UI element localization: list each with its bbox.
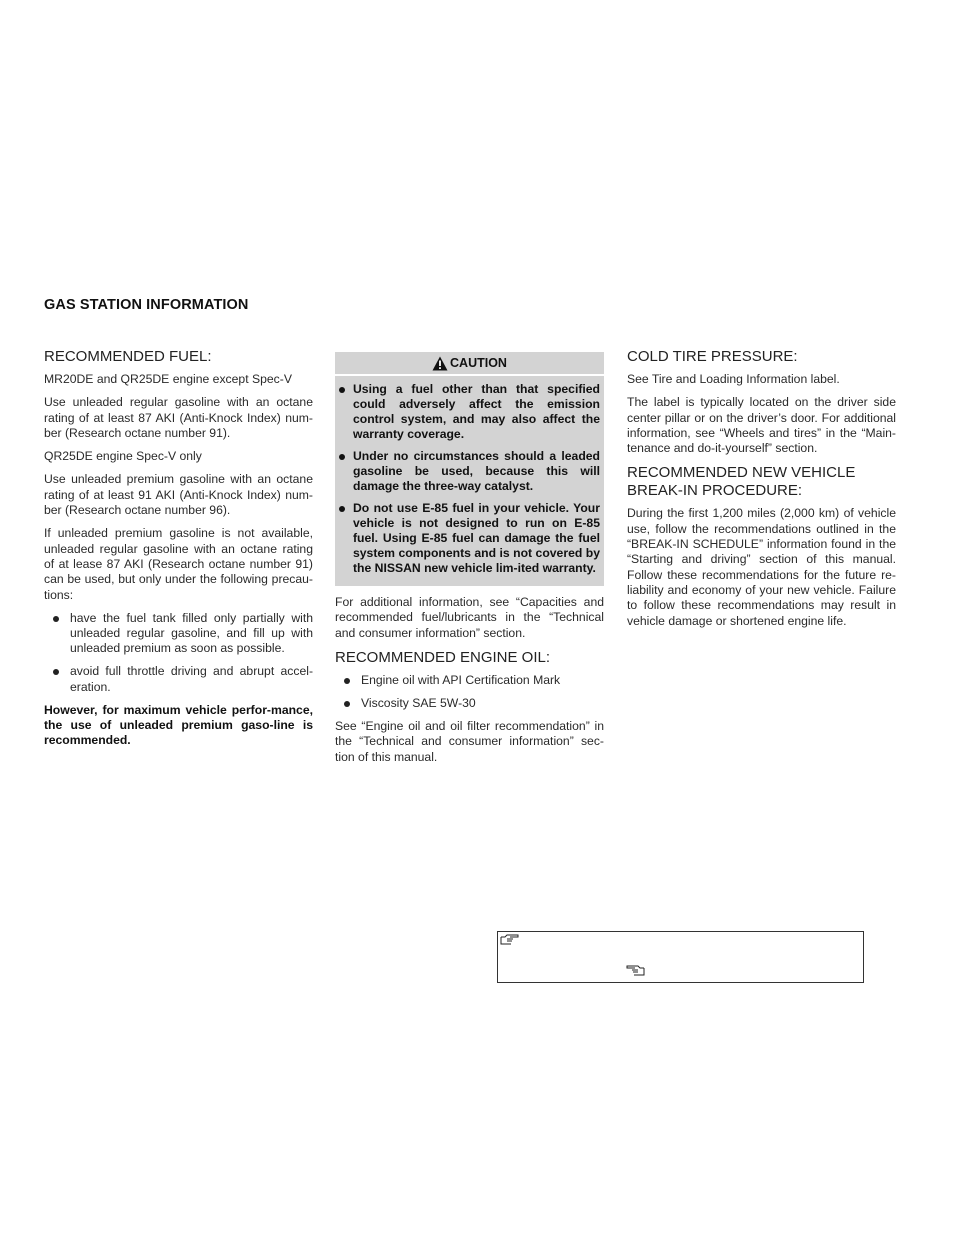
tire-label-paragraph: See Tire and Loading Information label. (627, 372, 840, 386)
heading-break-in-procedure: RECOMMENDED NEW VEHICLE BREAK-IN PROCEDURE: (627, 464, 856, 500)
precautions-list (44, 611, 313, 695)
reference-box (497, 931, 864, 983)
hand-pointing-back-icon (625, 965, 645, 977)
engine-variant-label: MR20DE and QR25DE engine except Spec-V (44, 372, 292, 386)
warning-triangle-icon (432, 356, 448, 371)
spec-v-label: QR25DE engine Spec-V only (44, 449, 202, 464)
list-item: avoid full throttle driving and abrupt accel-eration. (44, 664, 313, 695)
heading-engine-oil: RECOMMENDED ENGINE OIL: (335, 648, 551, 666)
caution-header (335, 352, 604, 376)
list-item: Engine oil with API Certification Mark (335, 673, 604, 688)
heading-recommended-fuel: RECOMMENDED FUEL: (44, 348, 212, 365)
label-location-paragraph: The label is typically located on the driver side center pillar or on the driver’s door. For additional information, see “Wheels and tires” in the “Main-tenance and do-it-yourself” section. (627, 395, 896, 456)
list-item: Using a fuel other than that specified could adversely affect the emission control system, and may also affect the warranty coverage. (335, 382, 600, 442)
column-caution-engine-oil (335, 348, 604, 773)
caution-list (335, 376, 604, 576)
oil-reference-paragraph: See “Engine oil and oil filter recommendation” in the “Technical and consumer information” sec-tion of this manual. (335, 718, 604, 764)
section-title: GAS STATION INFORMATION (44, 297, 249, 313)
heading-cold-tire-pressure: COLD TIRE PRESSURE: (627, 348, 798, 365)
column-recommended-fuel (44, 348, 313, 757)
additional-info-paragraph: For additional information, see “Capacities and recommended fuel/lubricants in the “Technical and consumer information” section. (335, 595, 604, 640)
break-in-paragraph: During the first 1,200 miles (2,000 km) of vehicle use, follow the recommendations outlined in the “BREAK-IN SCHEDULE” information found in the “Starting and driving” section of this manual. Follow these recommendations for the future re-liability and economy of your new vehicle. Failure to follow these recommendations may result in vehicle damage or shortened engine life. (627, 506, 896, 628)
precautions-paragraph: If unleaded premium gasoline is not available, unleaded regular gasoline with an octane rating of at lease 87 AKI (Research octane number 91) can be used, but only under the following precau-tions: (44, 526, 313, 602)
list-item: Do not use E-85 fuel in your vehicle. Your vehicle is not designed to run on E-85 fuel. Using E-85 fuel can damage the fuel system components and is not covered by the NISSAN new vehicle lim-ited warranty. (335, 501, 600, 576)
caution-box (335, 352, 604, 586)
regular-fuel-paragraph: Use unleaded regular gasoline with an octane rating of at least 87 AKI (Anti-Knock Index) num-ber (Research octane number 91). (44, 395, 313, 440)
engine-oil-list (335, 673, 604, 711)
hand-pointing-right-icon (500, 934, 520, 946)
premium-recommendation-note: However, for maximum vehicle perfor-mance, the use of unleaded premium gaso-line is recommended. (44, 702, 313, 748)
list-item: have the fuel tank filled only partially with unleaded regular gasoline, and fill up with unleaded premium as soon as possible. (44, 611, 313, 657)
list-item: Viscosity SAE 5W-30 (335, 696, 604, 711)
column-tire-break-in (627, 348, 896, 637)
premium-fuel-paragraph: Use unleaded premium gasoline with an octane rating of at least 91 AKI (Anti-Knock Index) num-ber (Research octane number 96). (44, 472, 313, 518)
list-item: Under no circumstances should a leaded gasoline be used, because this will damage the three-way catalyst. (335, 449, 600, 494)
caution-label: CAUTION (450, 356, 507, 370)
